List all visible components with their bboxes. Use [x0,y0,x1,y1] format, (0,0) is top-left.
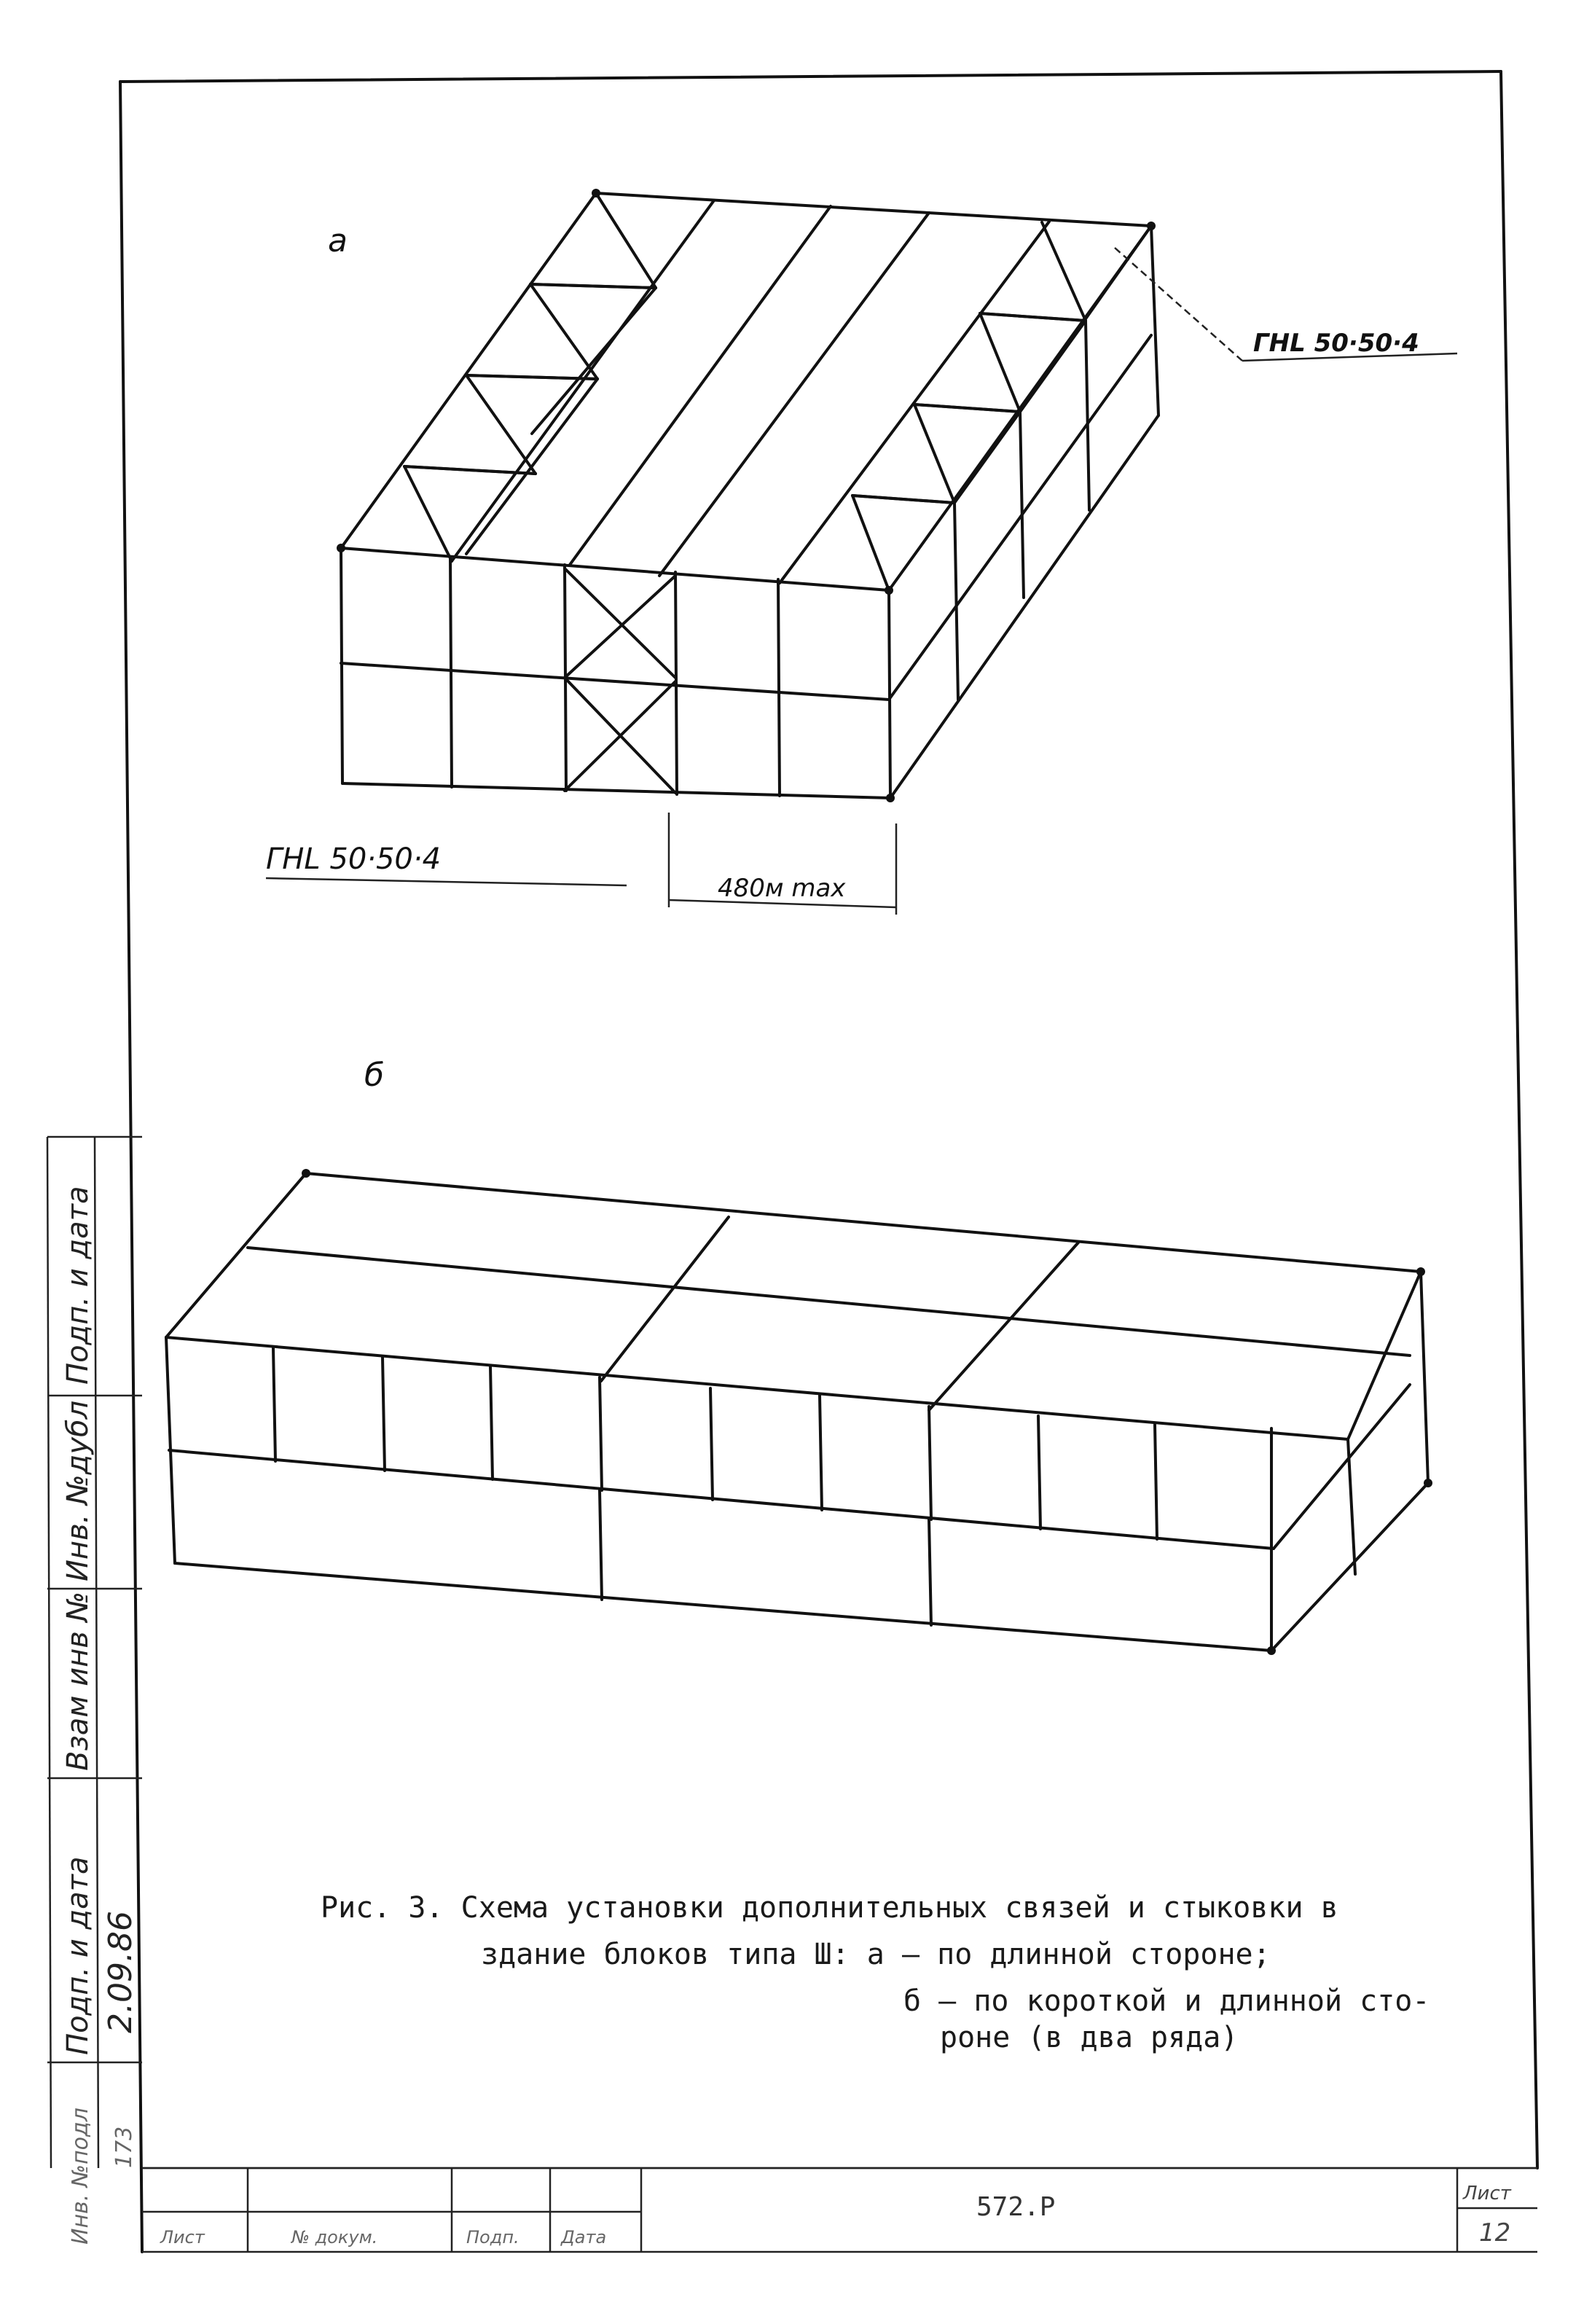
stamp-cell-sign-date-bottom: Подп. и дата [61,1856,95,2055]
doc-code: 572.Р [976,2192,1056,2222]
stamp-cell-inv-podl: Инв. №подл [68,2108,93,2245]
stamp-inv-number: 173 [111,2126,137,2168]
figure-b-drawing [166,1169,1432,1655]
note-top-profile: ГНL 50·50·4 [1253,329,1419,358]
caption-line-1: Рис. 3. Схема установки дополнительных связей и стыковки в [321,1891,1338,1925]
side-stamp-texts [61,1186,139,2245]
title-col-sheet: Лист [160,2227,205,2247]
stamp-cell-sign-date-top: Подп. и дата [61,1186,95,1385]
caption-line-3: б – по короткой и длинной сто- [903,1984,1430,2018]
sheet-label: Лист [1463,2183,1511,2204]
dimension-label: 480м max [718,874,846,903]
drawing-frame [120,71,1537,2252]
caption-line-2: здание блоков типа Ш: а – по длинной стороне; [481,1938,1271,1971]
title-col-docnum: № докум. [291,2227,378,2247]
sheet-number: 12 [1479,2218,1511,2247]
caption-line-4: роне (в два ряда) [940,2021,1239,2054]
figure-a-drawing [266,189,1457,915]
title-col-sign: Подп. [466,2227,519,2247]
stamp-cell-inv-dubl: Инв. №дубл [61,1400,95,1581]
stamp-cell-vzam-inv: Взам инв № [61,1591,95,1771]
note-bottom-profile: ГНL 50·50·4 [266,842,442,876]
figure-a-label: а [328,222,348,259]
title-col-date: Дата [561,2227,607,2247]
stamp-signature-date: 2.09.86 [102,1911,139,2033]
figure-b-label: б [364,1057,385,1094]
